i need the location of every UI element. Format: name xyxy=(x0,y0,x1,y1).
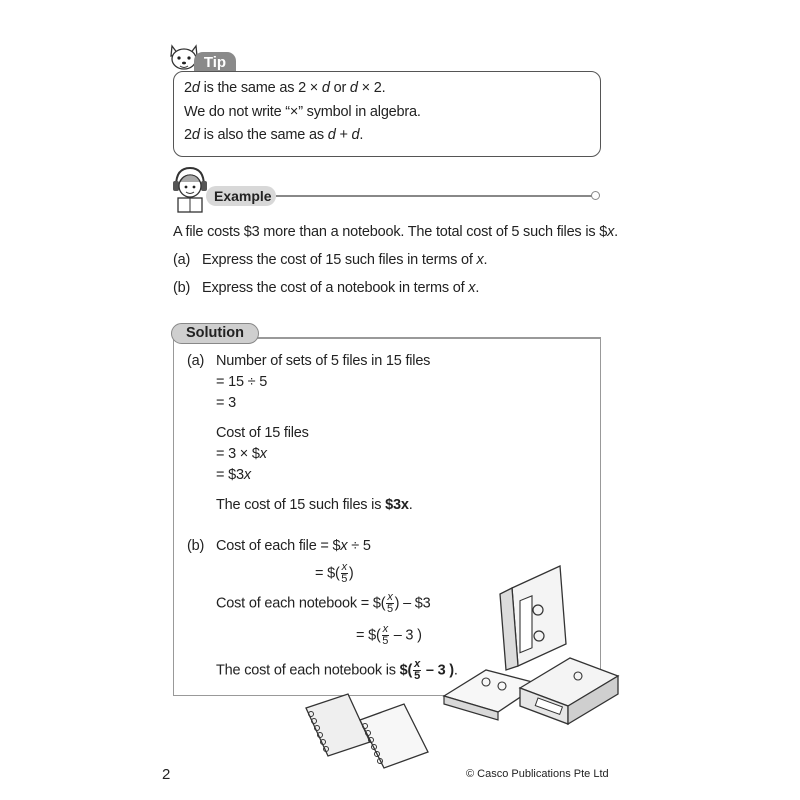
tip-line-1: 2d is the same as 2 × d or d × 2. xyxy=(184,80,386,96)
copyright-notice: © Casco Publications Pte Ltd xyxy=(466,768,609,780)
solution-a-line-6: = $3x xyxy=(216,467,251,483)
solution-b-line-2: = $( $\frac{x}{5}$ ) xyxy=(315,561,354,585)
solution-top-border xyxy=(255,337,600,339)
example-stem: A file costs $3 more than a notebook. The total cost of 5 such files is $x. xyxy=(173,224,618,240)
solution-b-line-4: = $( $\frac{x}{5}$ – 3 ) xyxy=(356,623,422,647)
solution-b-answer: The cost of each notebook is $( $\frac{x}{5}$ – 3 ). xyxy=(216,658,458,682)
solution-a-line-2: = 15 ÷ 5 xyxy=(216,374,268,390)
notebooks-illustration xyxy=(300,690,440,780)
example-part-b-label: (b) xyxy=(173,280,191,296)
tip-label: Tip xyxy=(194,52,236,72)
solution-a-line-1: Number of sets of 5 files in 15 files xyxy=(216,353,431,369)
solution-a-line-4: Cost of 15 files xyxy=(216,425,309,441)
example-mascot-icon xyxy=(170,164,210,216)
tip-line-3: 2d is also the same as d + d. xyxy=(184,127,364,143)
solution-label: Solution xyxy=(171,323,259,344)
fraction-x-over-5: $\frac{x}{5}$ xyxy=(414,658,421,682)
example-label: Example xyxy=(206,186,276,206)
solution-a-line-5: = 3 × $x xyxy=(216,446,267,462)
solution-a-answer: The cost of 15 such files is $3x. xyxy=(216,497,413,513)
example-divider-end xyxy=(591,191,600,200)
example-part-b: Express the cost of a notebook in terms of x. xyxy=(202,280,480,296)
page-number: 2 xyxy=(162,766,171,783)
example-part-a-label: (a) xyxy=(173,252,191,268)
tip-line-2: We do not write “×” symbol in algebra. xyxy=(184,104,421,120)
solution-a-line-3: = 3 xyxy=(216,395,236,411)
fraction-x-over-5: $\frac{x}{5}$ xyxy=(382,623,389,647)
solution-b-line-3: Cost of each notebook = $( $\frac{x}{5}$ ) – $3 xyxy=(216,591,431,615)
binder-files-illustration xyxy=(440,558,620,738)
example-part-a: Express the cost of 15 such files in terms of x. xyxy=(202,252,488,268)
example-divider xyxy=(276,195,592,197)
solution-part-b-label: (b) xyxy=(187,538,205,554)
solution-b-line-1: Cost of each file = $x ÷ 5 xyxy=(216,538,371,554)
fraction-x-over-5: $\frac{x}{5}$ xyxy=(341,561,348,585)
solution-part-a-label: (a) xyxy=(187,353,205,369)
fraction-x-over-5: $\frac{x}{5}$ xyxy=(387,591,393,615)
